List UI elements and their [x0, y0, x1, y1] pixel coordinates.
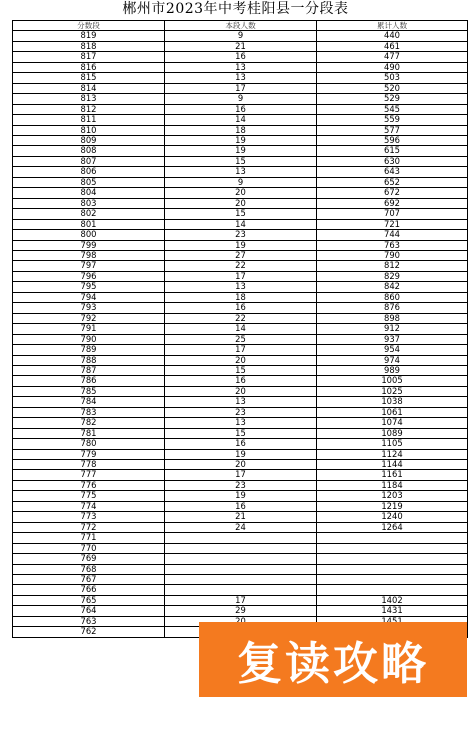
table-row	[13, 94, 468, 104]
segment-count-cell: 18	[165, 292, 317, 302]
segment-count-cell: 9	[165, 94, 317, 104]
segment-count-cell: 17	[165, 345, 317, 355]
table-row	[13, 31, 468, 41]
segment-count-cell: 16	[165, 52, 317, 62]
segment-count-cell: 20	[165, 198, 317, 208]
table-row	[13, 449, 468, 459]
score-cell: 787	[13, 365, 165, 375]
score-cell: 776	[13, 480, 165, 490]
segment-count-cell	[165, 575, 317, 585]
cumulative-count-cell: 1025	[317, 386, 468, 396]
segment-count-cell: 21	[165, 512, 317, 522]
score-cell: 807	[13, 156, 165, 166]
table-row	[13, 135, 468, 145]
cumulative-count-cell: 652	[317, 177, 468, 187]
score-cell: 793	[13, 303, 165, 313]
score-cell: 801	[13, 219, 165, 229]
table-row	[13, 271, 468, 281]
segment-count-cell: 16	[165, 376, 317, 386]
score-cell: 794	[13, 292, 165, 302]
cumulative-count-cell: 1038	[317, 397, 468, 407]
table-row	[13, 386, 468, 396]
table-row	[13, 345, 468, 355]
table-row	[13, 355, 468, 365]
cumulative-count-cell: 744	[317, 230, 468, 240]
cumulative-count-cell: 615	[317, 146, 468, 156]
segment-count-cell: 29	[165, 606, 317, 616]
segment-count-cell	[165, 533, 317, 543]
score-cell: 763	[13, 616, 165, 626]
score-cell: 765	[13, 595, 165, 605]
score-cell: 796	[13, 271, 165, 281]
segment-count-cell: 17	[165, 271, 317, 281]
segment-count-cell: 17	[165, 595, 317, 605]
table-row	[13, 146, 468, 156]
segment-count-cell: 17	[165, 83, 317, 93]
cumulative-count-cell: 490	[317, 62, 468, 72]
cumulative-count-cell: 545	[317, 104, 468, 114]
table-row	[13, 156, 468, 166]
table-row	[13, 177, 468, 187]
cumulative-count-cell: 596	[317, 135, 468, 145]
segment-count-cell: 21	[165, 41, 317, 51]
cumulative-count-cell: 829	[317, 271, 468, 281]
segment-count-cell	[165, 564, 317, 574]
score-cell: 778	[13, 460, 165, 470]
score-cell: 808	[13, 146, 165, 156]
cumulative-count-cell: 1074	[317, 418, 468, 428]
score-cell: 789	[13, 345, 165, 355]
score-cell: 781	[13, 428, 165, 438]
segment-count-cell: 18	[165, 125, 317, 135]
score-cell: 804	[13, 188, 165, 198]
segment-count-cell: 15	[165, 209, 317, 219]
table-row	[13, 533, 468, 543]
score-cell: 784	[13, 397, 165, 407]
cumulative-count-cell	[317, 564, 468, 574]
score-cell: 799	[13, 240, 165, 250]
score-cell: 798	[13, 250, 165, 260]
table-row	[13, 365, 468, 375]
table-row	[13, 240, 468, 250]
cumulative-count-cell: 477	[317, 52, 468, 62]
segment-count-cell: 19	[165, 449, 317, 459]
cumulative-count-cell	[317, 585, 468, 595]
cumulative-count-cell: 912	[317, 324, 468, 334]
cumulative-count-cell: 503	[317, 73, 468, 83]
segment-count-cell: 20	[165, 460, 317, 470]
table-row	[13, 480, 468, 490]
score-cell: 777	[13, 470, 165, 480]
segment-count-cell: 13	[165, 397, 317, 407]
cumulative-count-cell: 1144	[317, 460, 468, 470]
segment-count-cell: 16	[165, 501, 317, 511]
segment-count-cell: 14	[165, 324, 317, 334]
segment-count-cell: 16	[165, 303, 317, 313]
header-segment-count: 本段人数	[165, 21, 317, 31]
table-row	[13, 564, 468, 574]
segment-count-cell: 20	[165, 386, 317, 396]
table-row	[13, 282, 468, 292]
cumulative-count-cell: 672	[317, 188, 468, 198]
segment-count-cell: 27	[165, 250, 317, 260]
cumulative-count-cell: 1105	[317, 439, 468, 449]
cumulative-count-cell: 630	[317, 156, 468, 166]
cumulative-count-cell: 1005	[317, 376, 468, 386]
cumulative-count-cell: 1061	[317, 407, 468, 417]
cumulative-count-cell	[317, 554, 468, 564]
score-cell: 771	[13, 533, 165, 543]
table-header-row	[13, 21, 468, 31]
score-cell: 812	[13, 104, 165, 114]
score-cell: 764	[13, 606, 165, 616]
table-row	[13, 397, 468, 407]
score-cell: 818	[13, 41, 165, 51]
table-row	[13, 460, 468, 470]
table-row	[13, 230, 468, 240]
table-row	[13, 125, 468, 135]
table-row	[13, 407, 468, 417]
table-row	[13, 292, 468, 302]
page-title: 郴州市2023年中考桂阳县一分段表	[122, 1, 349, 17]
cumulative-count-cell: 1431	[317, 606, 468, 616]
table-row	[13, 585, 468, 595]
cumulative-count-cell: 812	[317, 261, 468, 271]
cumulative-count-cell: 937	[317, 334, 468, 344]
cumulative-count-cell: 461	[317, 41, 468, 51]
table-row	[13, 575, 468, 585]
score-cell: 815	[13, 73, 165, 83]
score-cell: 775	[13, 491, 165, 501]
segment-count-cell: 16	[165, 104, 317, 114]
cumulative-count-cell: 1161	[317, 470, 468, 480]
score-cell: 786	[13, 376, 165, 386]
score-cell: 767	[13, 575, 165, 585]
segment-count-cell: 19	[165, 491, 317, 501]
score-cell: 782	[13, 418, 165, 428]
segment-count-cell: 19	[165, 146, 317, 156]
table-row	[13, 83, 468, 93]
table-row	[13, 62, 468, 72]
score-cell: 769	[13, 554, 165, 564]
table-row	[13, 491, 468, 501]
score-cell: 814	[13, 83, 165, 93]
cumulative-count-cell: 559	[317, 115, 468, 125]
header-score: 分数段	[13, 21, 165, 31]
watermark-text: 复读攻略	[236, 637, 429, 690]
segment-count-cell	[165, 585, 317, 595]
segment-count-cell: 19	[165, 135, 317, 145]
table-row	[13, 261, 468, 271]
score-cell: 774	[13, 501, 165, 511]
segment-count-cell: 25	[165, 334, 317, 344]
cumulative-count-cell: 440	[317, 31, 468, 41]
segment-count-cell: 13	[165, 418, 317, 428]
score-cell: 817	[13, 52, 165, 62]
score-cell: 766	[13, 585, 165, 595]
score-cell: 795	[13, 282, 165, 292]
segment-count-cell: 13	[165, 62, 317, 72]
score-cell: 811	[13, 115, 165, 125]
segment-count-cell: 20	[165, 188, 317, 198]
table-row	[13, 313, 468, 323]
cumulative-count-cell: 643	[317, 167, 468, 177]
cumulative-count-cell: 763	[317, 240, 468, 250]
score-cell: 792	[13, 313, 165, 323]
segment-count-cell: 13	[165, 167, 317, 177]
watermark-banner	[199, 622, 467, 697]
table-row	[13, 188, 468, 198]
table-row	[13, 418, 468, 428]
score-cell: 770	[13, 543, 165, 553]
score-cell: 783	[13, 407, 165, 417]
cumulative-count-cell: 876	[317, 303, 468, 313]
score-cell: 768	[13, 564, 165, 574]
score-cell: 810	[13, 125, 165, 135]
cumulative-count-cell: 1240	[317, 512, 468, 522]
score-cell: 800	[13, 230, 165, 240]
cumulative-count-cell: 954	[317, 345, 468, 355]
cumulative-count-cell: 860	[317, 292, 468, 302]
table-row	[13, 376, 468, 386]
score-cell: 790	[13, 334, 165, 344]
score-cell: 803	[13, 198, 165, 208]
score-cell: 772	[13, 522, 165, 532]
cumulative-count-cell: 974	[317, 355, 468, 365]
header-cumulative-count: 累计人数	[317, 21, 468, 31]
segment-count-cell: 17	[165, 470, 317, 480]
segment-count-cell: 22	[165, 261, 317, 271]
table-row	[13, 554, 468, 564]
score-distribution-table	[12, 20, 468, 638]
segment-count-cell: 14	[165, 115, 317, 125]
segment-count-cell	[165, 543, 317, 553]
score-cell: 791	[13, 324, 165, 334]
table-row	[13, 73, 468, 83]
score-cell: 806	[13, 167, 165, 177]
cumulative-count-cell: 898	[317, 313, 468, 323]
table-row	[13, 104, 468, 114]
table-row	[13, 198, 468, 208]
cumulative-count-cell: 989	[317, 365, 468, 375]
score-cell: 797	[13, 261, 165, 271]
table-row	[13, 41, 468, 51]
table-row	[13, 470, 468, 480]
table-row	[13, 543, 468, 553]
cumulative-count-cell: 1219	[317, 501, 468, 511]
segment-count-cell: 15	[165, 428, 317, 438]
cumulative-count-cell: 790	[317, 250, 468, 260]
table-row	[13, 428, 468, 438]
table-row	[13, 219, 468, 229]
cumulative-count-cell: 1402	[317, 595, 468, 605]
table-row	[13, 501, 468, 511]
score-cell: 816	[13, 62, 165, 72]
table-row	[13, 595, 468, 605]
table-row	[13, 606, 468, 616]
cumulative-count-cell: 721	[317, 219, 468, 229]
cumulative-count-cell: 707	[317, 209, 468, 219]
segment-count-cell: 23	[165, 407, 317, 417]
segment-count-cell: 23	[165, 480, 317, 490]
cumulative-count-cell: 1124	[317, 449, 468, 459]
segment-count-cell: 9	[165, 31, 317, 41]
score-cell: 802	[13, 209, 165, 219]
table-body	[13, 31, 468, 637]
table-row	[13, 522, 468, 532]
score-cell: 809	[13, 135, 165, 145]
cumulative-count-cell: 1203	[317, 491, 468, 501]
table-row	[13, 334, 468, 344]
score-cell: 819	[13, 31, 165, 41]
segment-count-cell: 20	[165, 355, 317, 365]
segment-count-cell: 13	[165, 73, 317, 83]
score-cell: 813	[13, 94, 165, 104]
segment-count-cell: 9	[165, 177, 317, 187]
cumulative-count-cell: 577	[317, 125, 468, 135]
cumulative-count-cell	[317, 533, 468, 543]
score-cell: 780	[13, 439, 165, 449]
cumulative-count-cell: 1264	[317, 522, 468, 532]
table-row	[13, 209, 468, 219]
segment-count-cell: 16	[165, 439, 317, 449]
segment-count-cell: 19	[165, 240, 317, 250]
segment-count-cell: 24	[165, 522, 317, 532]
segment-count-cell: 15	[165, 156, 317, 166]
table-row	[13, 115, 468, 125]
cumulative-count-cell: 1184	[317, 480, 468, 490]
score-cell: 762	[13, 627, 165, 637]
segment-count-cell: 23	[165, 230, 317, 240]
segment-count-cell: 15	[165, 365, 317, 375]
cumulative-count-cell: 529	[317, 94, 468, 104]
table-row	[13, 250, 468, 260]
cumulative-count-cell: 520	[317, 83, 468, 93]
cumulative-count-cell: 1089	[317, 428, 468, 438]
score-cell: 805	[13, 177, 165, 187]
segment-count-cell: 14	[165, 219, 317, 229]
table-row	[13, 439, 468, 449]
table-row	[13, 303, 468, 313]
segment-count-cell: 13	[165, 282, 317, 292]
table-row	[13, 52, 468, 62]
table-row	[13, 512, 468, 522]
cumulative-count-cell	[317, 543, 468, 553]
cumulative-count-cell: 842	[317, 282, 468, 292]
score-cell: 779	[13, 449, 165, 459]
table-row	[13, 167, 468, 177]
score-cell: 788	[13, 355, 165, 365]
table-row	[13, 324, 468, 334]
score-cell: 785	[13, 386, 165, 396]
score-cell: 773	[13, 512, 165, 522]
cumulative-count-cell: 692	[317, 198, 468, 208]
segment-count-cell: 22	[165, 313, 317, 323]
cumulative-count-cell	[317, 575, 468, 585]
segment-count-cell	[165, 554, 317, 564]
